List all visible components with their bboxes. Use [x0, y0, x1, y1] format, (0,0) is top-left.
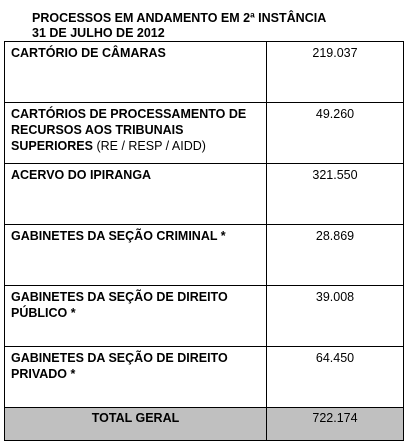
- row-label-text: CARTÓRIO DE CÂMARAS: [11, 46, 166, 60]
- table-row-total: [5, 408, 404, 441]
- row-label-note: (RE / RESP / AIDD): [92, 139, 206, 153]
- table-row-acervo-ipiranga: [5, 164, 404, 225]
- row-value: 64.450: [267, 347, 404, 408]
- row-label: [5, 42, 267, 103]
- table-row-cartorios-recursos: [5, 103, 404, 164]
- table-row-direito-publico: [5, 286, 404, 347]
- row-value: 49.260: [267, 103, 404, 164]
- table-row-cartorio-camaras: [5, 42, 404, 103]
- row-value: 39.008: [267, 286, 404, 347]
- row-label: [5, 286, 267, 347]
- total-label: TOTAL GERAL: [5, 408, 267, 441]
- row-label: [5, 103, 267, 164]
- row-value: 321.550: [267, 164, 404, 225]
- row-value: 219.037: [267, 42, 404, 103]
- row-value: 28.869: [267, 225, 404, 286]
- row-label: [5, 164, 267, 225]
- row-label: [5, 347, 267, 408]
- table-row-direito-privado: [5, 347, 404, 408]
- row-label-text: ACERVO DO IPIRANGA: [11, 168, 152, 182]
- processes-table: [4, 41, 404, 441]
- row-label-text: GABINETES DA SEÇÃO CRIMINAL *: [11, 229, 226, 243]
- total-value: 722.174: [267, 408, 404, 441]
- row-label-text: CARTÓRIOS DE PROCESSAMENTO DE RECURSOS AOS TRIBUNAIS SUPERIORES: [11, 107, 247, 153]
- row-label-text: GABINETES DA SEÇÃO DE DIREITO PRIVADO *: [11, 351, 228, 381]
- row-label: [5, 225, 267, 286]
- document-title: PROCESSOS EM ANDAMENTO EM 2ª INSTÂNCIA: [32, 11, 327, 25]
- table-row-secao-criminal: [5, 225, 404, 286]
- row-label-text: GABINETES DA SEÇÃO DE DIREITO PÚBLICO *: [11, 290, 228, 320]
- document-date: 31 DE JULHO DE 2012: [32, 26, 165, 40]
